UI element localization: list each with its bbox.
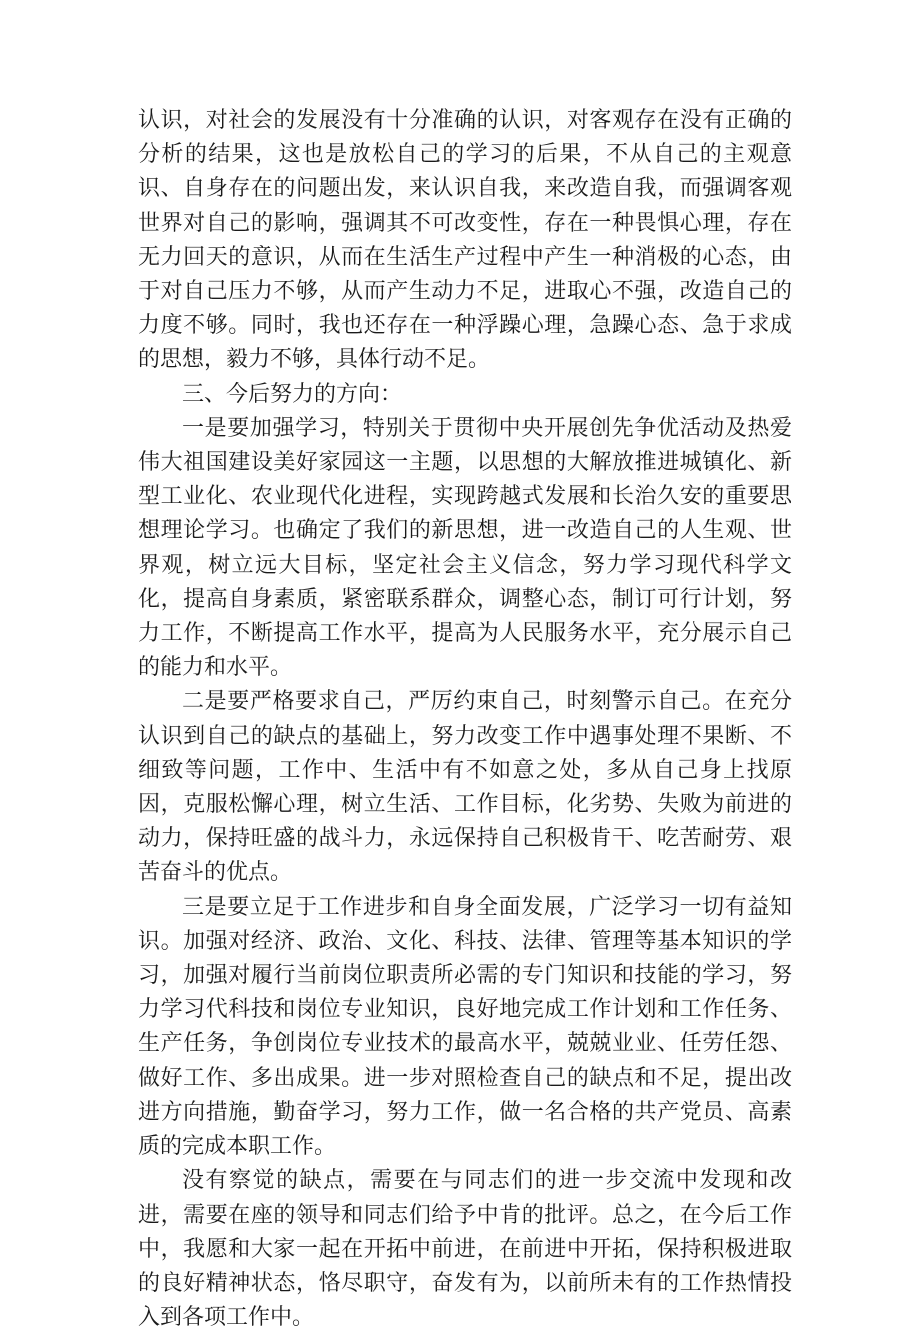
paragraph-continuation: 认识，对社会的发展没有十分准确的认识，对客观存在没有正确的分析的结果，这也是放松自己的学习的后果，不从自己的主观意识、自身存在的问题出发，来认识自我，来改造自我，而强调客观世界对自己的影响，强调其不可改变性，存在一种畏惧心理，存在无力回天的意识，从而在生活生产过程中产生一种消极的心态，由于对自己压力不够，从而产生动力不足，进取心不强，改造自己的力度不够。同时，我也还存在一种浮躁心理，急躁心态、急于求成的思想，毅力不够，具体行动不足。	[138, 108, 792, 373]
paragraph-point-two: 二是要严格要求自己，严厉约束自己，时刻警示自己。在充分认识到自己的缺点的基础上，努力改变工作中遇事处理不果断、不细致等问题，工作中、生活中有不如意之处，多从自己身上找原因，克服松懈心理，树立生活、工作目标，化劣势、失败为前进的动力，保持旺盛的战斗力，永远保持自己积极肯干、吃苦耐劳、艰苦奋斗的优点。	[138, 689, 792, 886]
document-body	[138, 104, 792, 1335]
paragraph-conclusion: 没有察觉的缺点，需要在与同志们的进一步交流中发现和改进，需要在座的领导和同志们给予中肯的批评。总之，在今后工作中，我愿和大家一起在开拓中前进，在前进中开拓，保持积极进取的良好精神状态，恪尽职守，奋发有为，以前所未有的工作热情投入到各项工作中。	[138, 1168, 792, 1331]
paragraph-point-one: 一是要加强学习，特别关于贯彻中央开展创先争优活动及热爱伟大祖国建设美好家园这一主题，以思想的大解放推进城镇化、新型工业化、农业现代化进程，实现跨越式发展和长治久安的重要思想理论学习。也确定了我们的新思想，进一改造自己的人生观、世界观，树立远大目标，坚定社会主义信念，努力学习现代科学文化，提高自身素质，紧密联系群众，调整心态，制订可行计划，努力工作，不断提高工作水平，提高为人民服务水平，充分展示自己的能力和水平。	[138, 415, 792, 681]
paragraph-point-three: 三是要立足于工作进步和自身全面发展，广泛学习一切有益知识。加强对经济、政治、文化、科技、法律、管理等基本知识的学习，加强对履行当前岗位职责所必需的专门知识和技能的学习，努力学习代科技和岗位专业知识，良好地完成工作计划和工作任务、生产任务，争创岗位专业技术的最高水平，兢兢业业、任劳任怨、做好工作、多出成果。进一步对照检查自己的缺点和不足，提出改进方向措施，勤奋学习，努力工作，做一名合格的共产党员、高素质的完成本职工作。	[138, 894, 792, 1160]
section-heading-future-direction: 三、今后努力的方向：	[182, 381, 403, 407]
